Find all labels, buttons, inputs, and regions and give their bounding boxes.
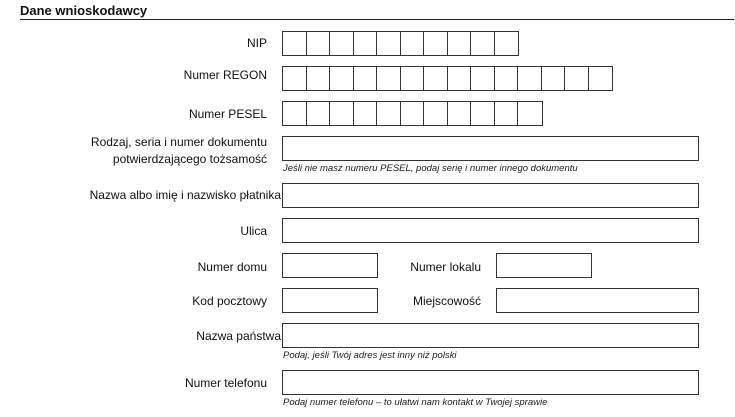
pesel-input[interactable] (282, 101, 543, 126)
digit-cell[interactable] (330, 67, 354, 90)
digit-cell[interactable] (471, 102, 495, 125)
digit-cell[interactable] (354, 32, 378, 55)
postal-code-label: Kod pocztowy (192, 294, 267, 308)
phone-input[interactable] (282, 370, 699, 395)
document-hint: Jeśli nie masz numeru PESEL, podaj serię i numer innego dokumentu (283, 163, 578, 174)
digit-cell[interactable] (495, 32, 519, 55)
digit-cell[interactable] (401, 102, 425, 125)
digit-cell[interactable] (307, 102, 331, 125)
digit-cell[interactable] (495, 102, 519, 125)
digit-cell[interactable] (565, 67, 589, 90)
section-title: Dane wnioskodawcy (20, 3, 148, 18)
nip-input[interactable] (282, 31, 519, 56)
digit-cell[interactable] (495, 67, 519, 90)
phone-label: Numer telefonu (184, 376, 267, 390)
digit-cell[interactable] (424, 102, 448, 125)
house-number-input[interactable] (282, 253, 378, 278)
country-hint: Podaj, jeśli Twój adres jest inny niż polski (283, 350, 457, 361)
digit-cell[interactable] (283, 102, 307, 125)
digit-cell[interactable] (283, 32, 307, 55)
city-input[interactable] (496, 288, 699, 313)
document-label (91, 134, 267, 168)
digit-cell[interactable] (542, 67, 566, 90)
digit-cell[interactable] (448, 102, 472, 125)
street-label: Ulica (240, 224, 267, 238)
digit-cell[interactable] (401, 67, 425, 90)
nip-label: NIP (246, 36, 267, 50)
document-input[interactable] (282, 136, 699, 161)
digit-cell[interactable] (330, 32, 354, 55)
digit-cell[interactable] (589, 67, 613, 90)
digit-cell[interactable] (471, 32, 495, 55)
digit-cell[interactable] (354, 67, 378, 90)
postal-code-input[interactable] (282, 288, 378, 313)
digit-cell[interactable] (424, 67, 448, 90)
regon-input[interactable] (282, 66, 613, 91)
digit-cell[interactable] (377, 67, 401, 90)
digit-cell[interactable] (307, 67, 331, 90)
payer-name-input[interactable] (282, 183, 699, 208)
digit-cell[interactable] (448, 32, 472, 55)
digit-cell[interactable] (377, 32, 401, 55)
regon-label: Numer REGON (183, 68, 267, 82)
house-number-label: Numer domu (197, 260, 267, 274)
digit-cell[interactable] (448, 67, 472, 90)
country-input[interactable] (282, 323, 699, 348)
digit-cell[interactable] (307, 32, 331, 55)
digit-cell[interactable] (471, 67, 495, 90)
payer-name-label: Nazwa albo imię i nazwisko płatnika (89, 188, 281, 202)
section-divider (20, 19, 734, 20)
digit-cell[interactable] (518, 102, 542, 125)
country-label: Nazwa państwa (196, 329, 281, 343)
digit-cell[interactable] (401, 32, 425, 55)
digit-cell[interactable] (377, 102, 401, 125)
digit-cell[interactable] (330, 102, 354, 125)
digit-cell[interactable] (283, 67, 307, 90)
pesel-label: Numer PESEL (188, 107, 267, 121)
street-input[interactable] (282, 218, 699, 243)
apartment-number-label: Numer lokalu (410, 260, 481, 274)
document-label-line1: Rodzaj, seria i numer dokumentu (90, 135, 267, 149)
apartment-number-input[interactable] (496, 253, 592, 278)
city-label: Miejscowość (412, 294, 481, 308)
phone-hint: Podaj numer telefonu – to ułatwi nam kontakt w Twojej sprawie (283, 397, 548, 408)
digit-cell[interactable] (354, 102, 378, 125)
document-label-line2: potwierdzającego tożsamość (112, 152, 267, 166)
digit-cell[interactable] (518, 67, 542, 90)
digit-cell[interactable] (424, 32, 448, 55)
